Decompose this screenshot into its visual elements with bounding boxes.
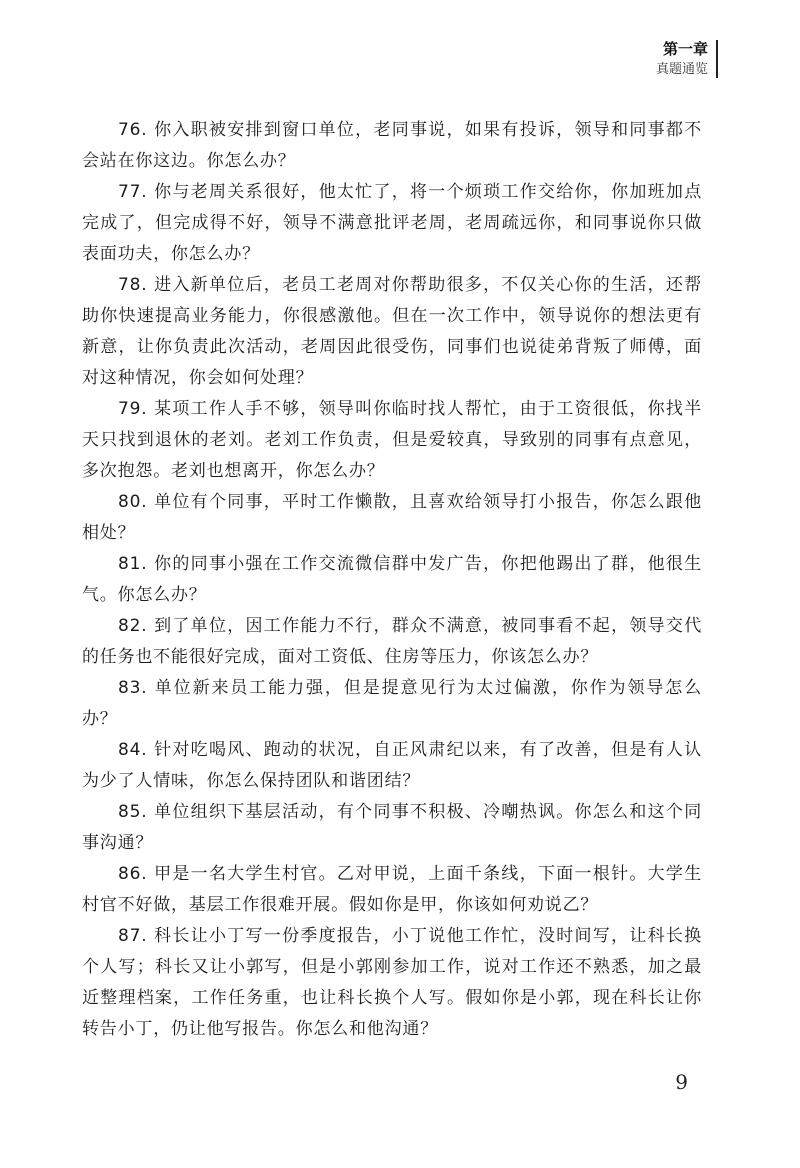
question-85: 85. 单位组织下基层活动，有个同事不积极、冷嘲热讽。你怎么和这个同事沟通？ [82, 802, 702, 853]
chapter-title: 第一章 [662, 40, 708, 58]
question-86: 86. 甲是一名大学生村官。乙对甲说，上面千条线，下面一根针。大学生村官不好做，基层工作很难开展。假如你是甲，你该如何劝说乙？ [82, 864, 702, 915]
question-83: 83. 单位新来员工能力强，但是提意见行为太过偏激，你作为领导怎么办？ [82, 678, 702, 729]
question-77: 77. 你与老周关系很好，他太忙了，将一个烦琐工作交给你，你加班加点完成了，但完成得不好，领导不满意批评老周，老周疏远你，和同事说你只做表面功夫，你怎么办？ [82, 182, 702, 264]
question-76: 76. 你入职被安排到窗口单位，老同事说，如果有投诉，领导和同事都不会站在你这边。你怎么办？ [82, 120, 702, 171]
question-84: 84. 针对吃喝风、跑动的状况，自正风肃纪以来，有了改善，但是有人认为少了人情味，你怎么保持团队和谐团结？ [82, 740, 702, 791]
header-divider [716, 40, 718, 78]
chapter-subtitle: 真题通览 [655, 62, 708, 77]
question-81: 81. 你的同事小强在工作交流微信群中发广告，你把他踢出了群，他很生气。你怎么办？ [82, 554, 702, 605]
question-82: 82. 到了单位，因工作能力不行，群众不满意，被同事看不起，领导交代的任务也不能很好完成，面对工资低、住房等压力，你该怎么办？ [82, 616, 702, 667]
question-87: 87. 科长让小丁写一份季度报告，小丁说他工作忙，没时间写，让科长换个人写；科长又让小郭写，但是小郭刚参加工作，说对工作还不熟悉，加之最近整理档案，工作任务重，也让科长换个人写。假如你是小郭，现在科长让你转告小丁，仍让他写报告。你怎么和他沟通？ [82, 926, 702, 1039]
question-79: 79. 某项工作人手不够，领导叫你临时找人帮忙，由于工资很低，你找半天只找到退休的老刘。老刘工作负责，但是爱较真，导致别的同事有点意见，多次抱怨。老刘也想离开，你怎么办？ [82, 399, 702, 481]
page-number: 9 [675, 1070, 688, 1094]
question-78: 78. 进入新单位后，老员工老周对你帮助很多，不仅关心你的生活，还帮助你快速提高业务能力，你很感激他。但在一次工作中，领导说你的想法更有新意，让你负责此次活动，老周因此很受伤，同事们也说徒弟背叛了师傅，面对这种情况，你会如何处理？ [82, 275, 702, 388]
question-list [82, 115, 702, 1045]
question-80: 80. 单位有个同事，平时工作懒散，且喜欢给领导打小报告，你怎么跟他相处？ [82, 492, 702, 543]
running-header [656, 38, 708, 80]
